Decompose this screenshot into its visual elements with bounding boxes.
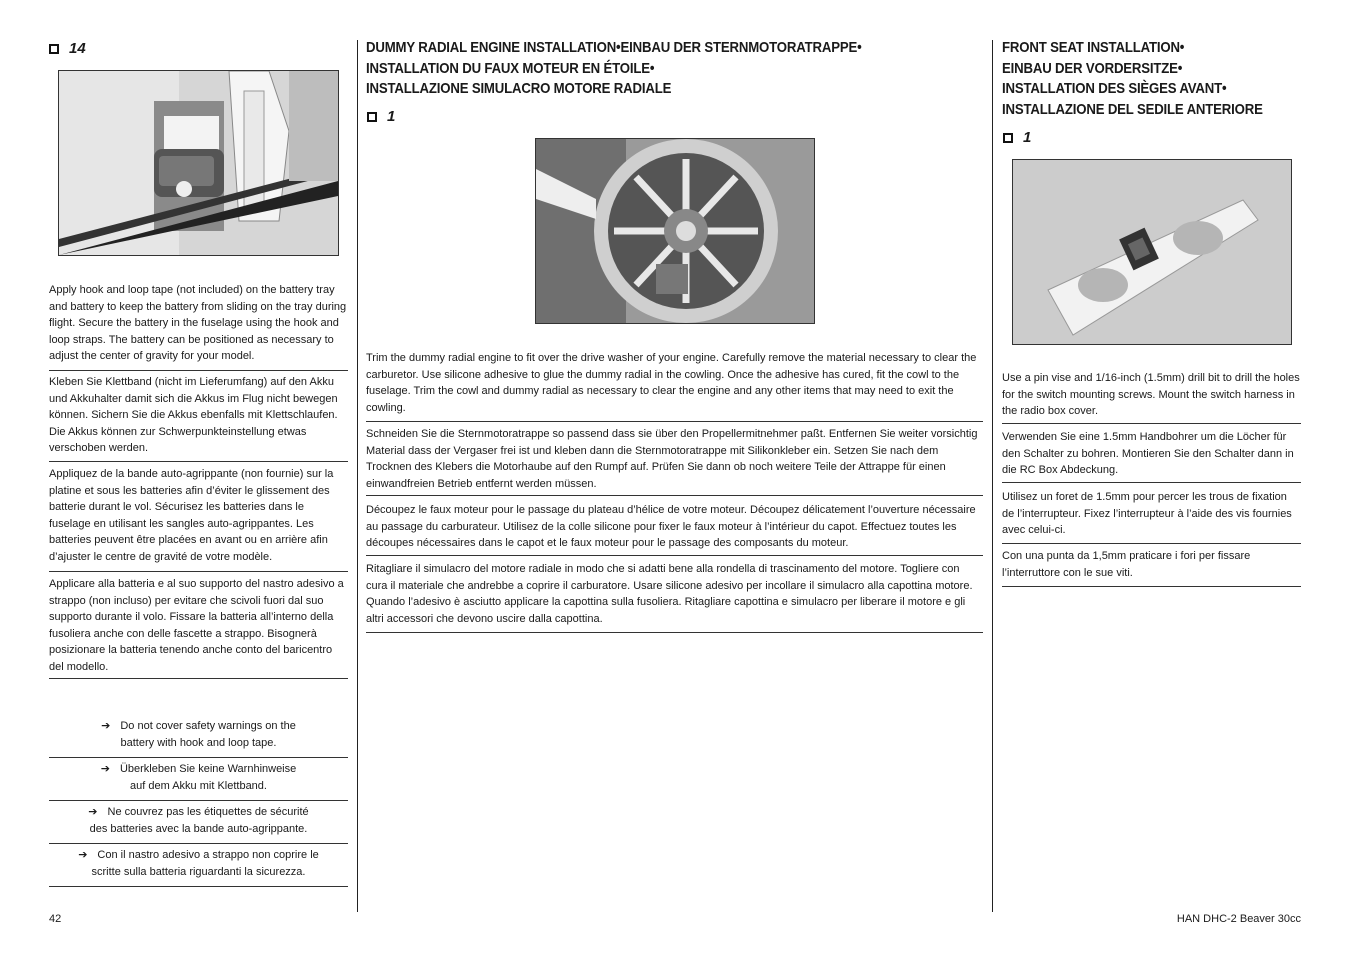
radial-engine-photo	[535, 138, 815, 324]
col1-para-it: Applicare alla batteria e al suo supporto del nastro adesivo a strappo (non incluso) per evitare che scivoli fuori dal suo supporto durante il volo. Fissare la batteria all’interno della fusoliera anche con delle fascette a strappo. Bisognerà posizionare la batteria tenendo anche conto del baricentro del modello.	[49, 576, 348, 679]
column-divider-1	[357, 40, 358, 912]
col2-para-it: Ritagliare il simulacro del motore radiale in modo che si adatti bene alla rondella di trascinamento del motore. Togliere con cura il materiale che andrebbe a coprire il carburatore. Usare silicone adesivo per incollare il simulacro alla capottina motore. Quando l’adesivo è asciutto applicare la capottina sulla fusoliera. Ritagliare capottina e simulacro per liberare il motore e gli altri accessori che devono uscire dalla capottina.	[366, 561, 983, 633]
front-seat-illustration	[1013, 160, 1291, 344]
col1-para-en: Apply hook and loop tape (not included) on the battery tray and battery to keep the battery from sliding on the tray during flight. Secure the battery in the fuselage using the hook and loop straps. The battery can be positioned as necessary to adjust the center of gravity for your model.	[49, 284, 347, 362]
column-divider-2	[992, 40, 993, 912]
col1-divider-1	[49, 370, 348, 371]
section-heading-dummy-radial: DUMMY RADIAL ENGINE INSTALLATION•EINBAU DER STERNMOTORATRAPPE• INSTALLATION DU FAUX MOTEUR EN ÉTOILE• INSTALLAZIONE SIMULACRO MOTORE RADIALE	[366, 39, 862, 97]
arrow-icon: ➔	[78, 849, 88, 861]
col2-para-en: Trim the dummy radial engine to fit over the drive washer of your engine. Carefully remove the material necessary to clear the carburetor. Use silicone adhesive to glue the dummy radial in the cowling. Once the adhesive has cured, fit the cowl to the fuselage. Trim the cowl and dummy radial as necessary to clear the engine and any other items that may need to exit the cowling.	[366, 350, 983, 422]
warning-it: ➔ Con il nastro adesivo a strappo non coprire le scritte sulla batteria riguardanti la sicurezza.	[49, 847, 348, 887]
col2-para-de: Schneiden Sie die Sternmotoratrappe so passend dass sie über den Propellermitnehmer paßt. Entfernen Sie weiter vorsichtig Material dass der Vergaser frei ist und kleben dann die Sternmotoratrappe mit Silikonkleber ein. Setzen Sie nach dem Trocknen des Klebers die Motorhaube auf den Rumpf auf. Prüfen Sie dann ob noch weitere Teile der Attrappe für einen einwandfreien Betrieb entfernt werden müssen.	[366, 426, 983, 496]
checkbox-icon[interactable]	[367, 112, 377, 122]
arrow-icon: ➔	[101, 720, 111, 732]
page-number: 42	[49, 913, 62, 925]
product-name: HAN DHC-2 Beaver 30cc	[1176, 913, 1301, 925]
battery-photo-illustration	[59, 71, 338, 255]
col3-para-de: Verwenden Sie eine 1.5mm Handbohrer um die Löcher für den Schalter zu bohren. Montieren Sie den Schalter dann in die RC Box Abdeckung.	[1002, 429, 1301, 483]
step-number: 14	[69, 40, 86, 57]
checkbox-icon[interactable]	[1003, 133, 1013, 143]
section-heading-front-seat: FRONT SEAT INSTALLATION• EINBAU DER VORDERSITZE• INSTALLATION DES SIÈGES AVANT• INSTALLAZIONE DEL SEDILE ANTERIORE	[1002, 39, 1263, 118]
col3-para-it: Con una punta da 1,5mm praticare i fori per fissare l’interruttore con le sue viti.	[1002, 548, 1301, 587]
step-1	[367, 108, 395, 125]
step-14	[49, 40, 86, 57]
col2-para-fr: Découpez le faux moteur pour le passage du plateau d’hélice de votre moteur. Découpez délicatement l’ouverture nécessaire au passage du carburateur. Utilisez de la colle silicone pour fixer le faux moteur à l’intérieur du capot. Effectuez toutes les découpes nécessaires dans le capot et le faux moteur pour le passage des composants du moteur.	[366, 502, 983, 556]
arrow-icon: ➔	[88, 806, 98, 818]
warning-en: ➔ Do not cover safety warnings on the battery with hook and loop tape.	[49, 718, 348, 758]
arrow-icon: ➔	[100, 763, 110, 775]
col1-para-de: Kleben Sie Klettband (nicht im Lieferumfang) auf den Akku und Akkuhalter damit sich die Akkus im Flug nicht bewegen können. Sichern Sie die Akkus ebenfalls mit Klettschlaufen. Die Akkus können zur Schwerpunkteinstellung etwas verschoben werden.	[49, 374, 348, 462]
battery-installation-photo	[58, 70, 339, 256]
checkbox-icon[interactable]	[49, 44, 59, 54]
step-number: 1	[1023, 129, 1032, 146]
warning-de: ➔ Überkleben Sie keine Warnhinweise auf dem Akku mit Klettband.	[49, 761, 348, 801]
col3-para-en: Use a pin vise and 1/16-inch (1.5mm) drill bit to drill the holes for the switch mounting screws. Mount the switch harness in the radio box cover.	[1002, 370, 1301, 424]
warning-fr: ➔ Ne couvrez pas les étiquettes de sécurité des batteries avec la bande auto-agrippante.	[49, 804, 348, 844]
col1-para-fr: Appliquez de la bande auto-agrippante (non fournie) sur la platine et sous les batteries afin d’éviter le glissement des batterie durant le vol. Sécurisez les batteries dans le fuselage en utilisant les sangles auto-agrippantes. Les batteries peuvent être placées en avant ou en arrière afin d’ajuster le centre de gravité de votre modèle.	[49, 466, 348, 572]
step-1	[1003, 129, 1031, 146]
col3-para-fr: Utilisez un foret de 1.5mm pour percer les trous de fixation de l’interrupteur. Fixez l’interrupteur à l’aide des vis fournies avec celui-ci.	[1002, 489, 1301, 544]
radial-engine-illustration	[536, 139, 814, 323]
front-seat-photo	[1012, 159, 1292, 345]
step-number: 1	[387, 108, 396, 125]
